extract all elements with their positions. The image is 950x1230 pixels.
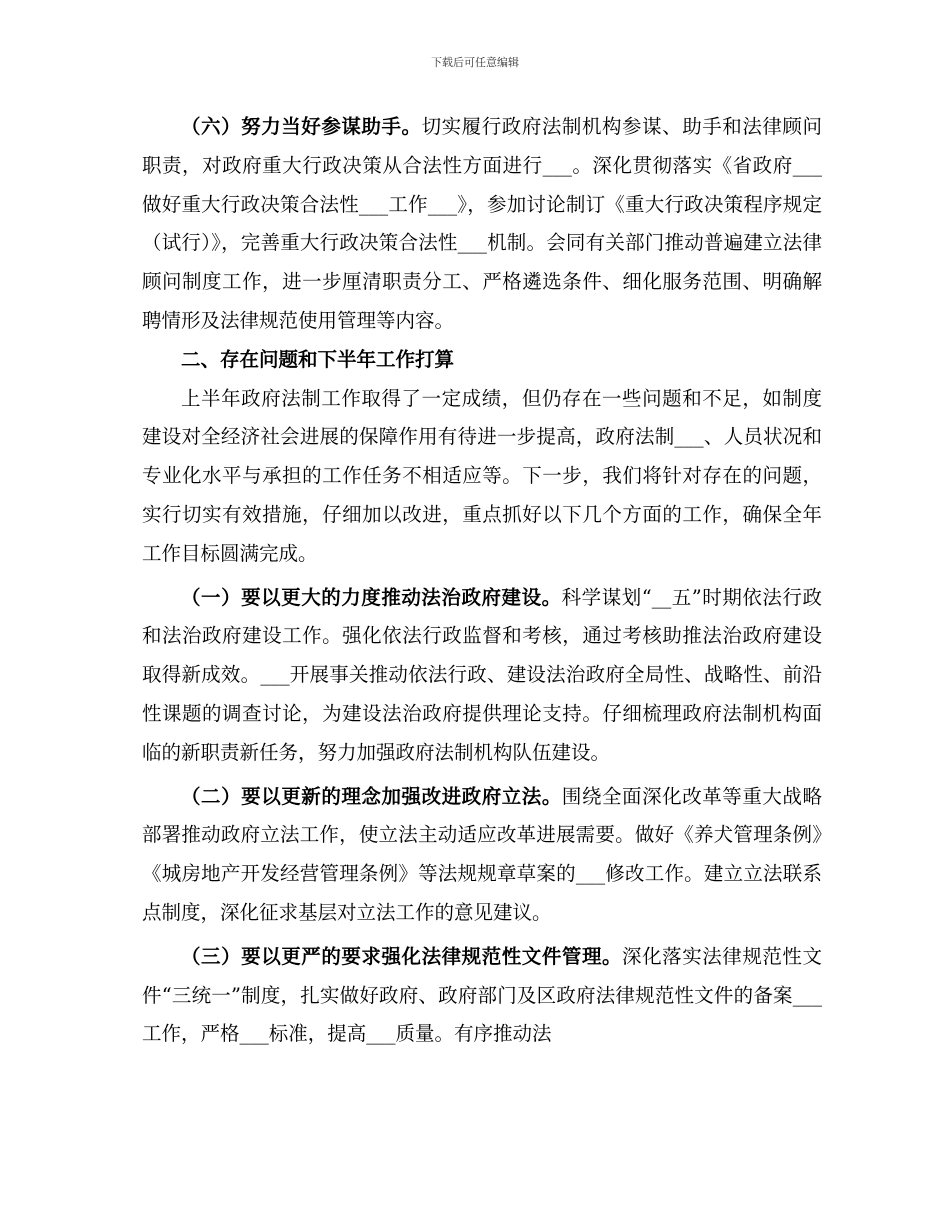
paragraph-heading: （六）努力当好参谋助手。 (181, 115, 422, 138)
page-header: 下载后可任意编辑 (431, 56, 519, 69)
paragraph-heading: （二）要以更新的理念加强改进政府立法。 (181, 784, 562, 808)
paragraph-text: 上半年政府法制工作取得了一定成绩，但仍存在一些问题和不足，如制度建设对全经济社会进展的保障作用有待进一步提高，政府法制___、人员状况和专业化水平与承担的工作任务不相适应等。下一步，我们将针对存在的问题，实行切实有效措施，仔细加以改进，重点抓好以下几个方面的工作，确保全年工作目标圆满完成。 (142, 386, 822, 565)
paragraph-heading: （三）要以更严的要求强化法律规范性文件管理。 (181, 944, 623, 968)
paragraph-text: 围绕全面深化改革等重大战略部署推动政府立法工作，使立法主动适应改革进展需要。做好《养犬管理条例》《城房地产开发经营管理条例》等法规规章草案的___修改工作。建立立法联系点制度，深化征求基层对立法工作的意见建议。 (142, 784, 822, 924)
paragraph-problems (142, 380, 822, 574)
paragraph-text: 科学谋划“__五”时期依法行政和法治政府建设工作。强化依法行政监督和考核，通过考核助推法治政府建设取得新成效。___开展事关推动依法行政、建设法治政府全局性、战略性、前沿性课题的调查讨论，为建设法治政府提供理论支持。仔细梳理政府法制机构面临的新职责新任务，努力加强政府法制机构队伍建设。 (142, 585, 822, 764)
paragraph-text: 深化落实法律规范性文件“三统一”制度，扎实做好政府、政府部门及区政府法律规范性文件的备案___工作，严格___标准，提高___质量。有序推动法 (142, 944, 822, 1046)
paragraph-3 (142, 938, 822, 1054)
document-body (142, 108, 822, 1054)
paragraph-1 (142, 579, 822, 773)
section-heading-2 (142, 341, 822, 380)
paragraph-text: 切实履行政府法制机构参谋、助手和法律顾问职责，对政府重大行政决策从合法性方面进行___。深化贯彻落实《省政府___做好重大行政决策合法性___工作___》，参加讨论制订《重大行政决策程序规定（试行）》，完善重大行政决策合法性___机制。会同有关部门推动普遍建立法律顾问制度工作，进一步厘清职责分工、严格遴选条件、细化服务范围、明确解聘情形及法律规范使用管理等内容。 (142, 115, 822, 332)
section-title: 二、存在问题和下半年工作打算 (181, 347, 455, 371)
paragraph-heading: （一）要以更大的力度推动法治政府建设。 (181, 585, 562, 609)
paragraph-2 (142, 778, 822, 933)
paragraph-6 (142, 108, 822, 341)
